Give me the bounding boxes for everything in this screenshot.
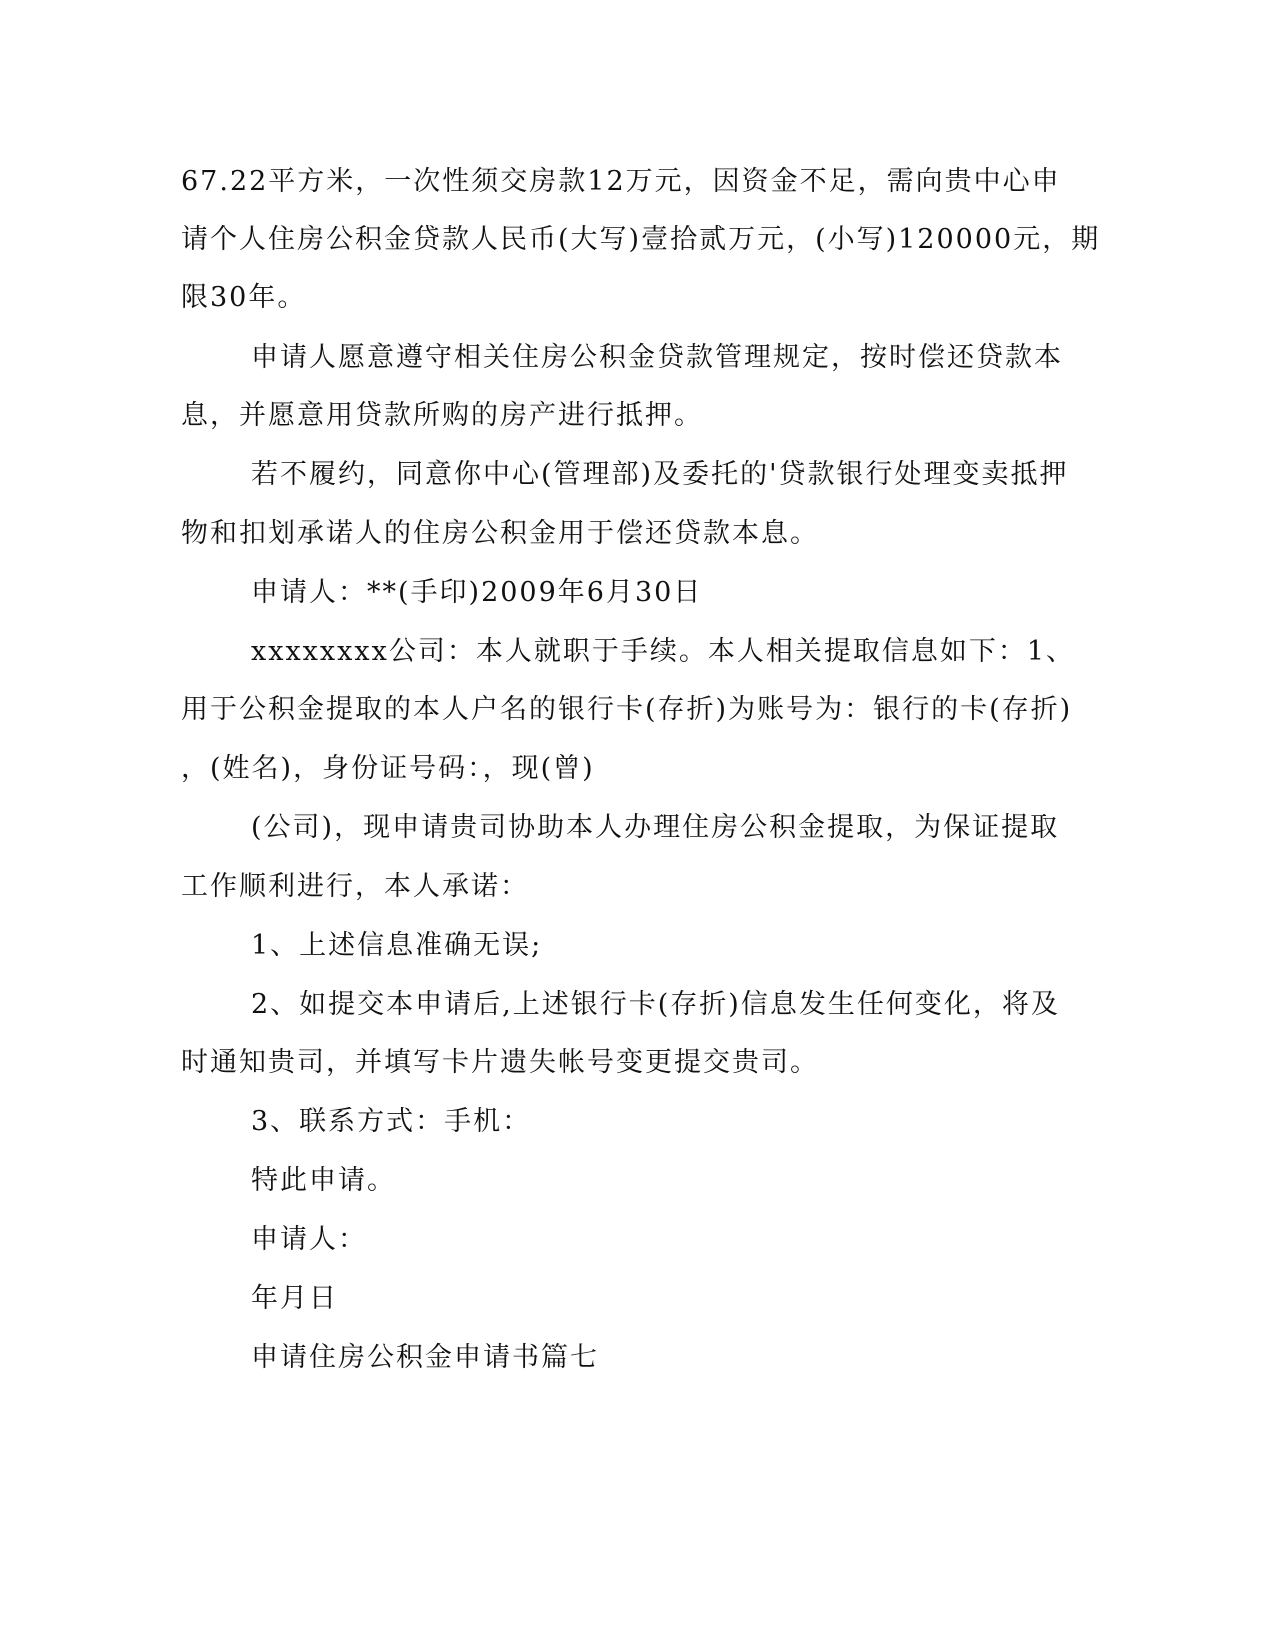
text-line: 息，并愿意用贷款所购的房产进行抵押。 bbox=[181, 400, 703, 431]
text-line: 请个人住房公积金贷款人民币(大写)壹拾贰万元，(小写)120000元，期 bbox=[181, 224, 1101, 255]
text-line: (公司)，现申请贵司协助本人办理住房公积金提取，为保证提取 bbox=[251, 812, 1060, 843]
text-line: 工作顺利进行，本人承诺： bbox=[181, 871, 529, 902]
text-line: 时通知贵司，并填写卡片遗失帐号变更提交贵司。 bbox=[181, 1047, 819, 1078]
text-line: 特此申请。 bbox=[251, 1165, 396, 1196]
text-line: 67.22平方米，一次性须交房款12万元，因资金不足，需向贵中心申 bbox=[181, 166, 1061, 197]
text-line: 申请人愿意遵守相关住房公积金贷款管理规定，按时偿还贷款本 bbox=[251, 342, 1063, 373]
text-line: ，(姓名)，身份证号码：，现(曾) bbox=[181, 753, 595, 784]
text-line: 物和扣划承诺人的住房公积金用于偿还贷款本息。 bbox=[181, 518, 819, 549]
text-line: 年月日 bbox=[251, 1283, 338, 1314]
text-line: 申请人： bbox=[251, 1224, 367, 1255]
text-line: 用于公积金提取的本人户名的银行卡(存折)为账号为：银行的卡(存折) bbox=[181, 694, 1073, 725]
text-line: 限30年。 bbox=[181, 282, 307, 313]
text-line: 1、上述信息准确无误; bbox=[251, 930, 543, 961]
text-line: 若不履约，同意你中心(管理部)及委托的'贷款银行处理变卖抵押 bbox=[251, 459, 1069, 490]
text-line: 3、联系方式：手机： bbox=[251, 1106, 532, 1137]
section-heading: 申请住房公积金申请书篇七 bbox=[251, 1342, 599, 1373]
text-line: 申请人：**(手印)2009年6月30日 bbox=[251, 577, 703, 608]
text-line: 2、如提交本申请后,上述银行卡(存折)信息发生任何变化，将及 bbox=[251, 989, 1060, 1020]
text-line: xxxxxxxx公司：本人就职于手续。本人相关提取信息如下：1、 bbox=[251, 636, 1075, 667]
